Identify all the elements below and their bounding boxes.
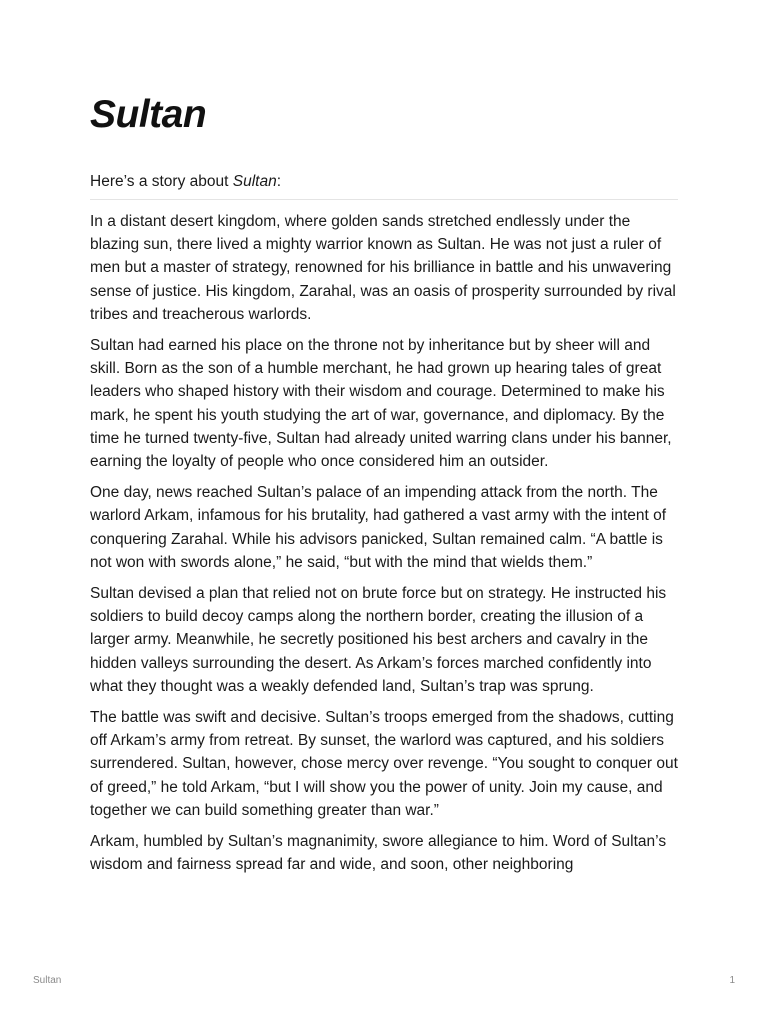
page-title: Sultan [90, 93, 207, 136]
page-number: 1 [729, 975, 735, 986]
paragraph: The battle was swift and decisive. Sultan’s troops emerged from the shadows, cutting off Arkam’s army from retreat. By sunset, the warlord was captured, and his soldiers surrendered. Sultan, however, chose mercy over revenge. “You sought to conquer out of greed,” he told Arkam, “but I will show you the power of unity. Join my cause, and together we can build something greater than war.” [90, 709, 678, 819]
story-body [90, 210, 678, 876]
intro-line [90, 170, 678, 200]
document-page [90, 92, 678, 884]
intro-prefix: Here’s a story about [90, 173, 233, 190]
paragraph: Sultan devised a plan that relied not on brute force but on strategy. He instructed his soldiers to build decoy camps along the northern border, creating the illusion of a larger army. Meanwhile, he secretly positioned his best archers and cavalry in the hidden valleys surrounding the desert. As Arkam’s forces marched confidently into what they thought was a weakly defended land, Sultan’s trap was sprung. [90, 585, 667, 695]
intro-emphasis: Sultan [232, 173, 277, 190]
paragraph: One day, news reached Sultan’s palace of an impending attack from the north. The warlord Arkam, infamous for his brutality, had gathered a vast army with the intent of conquering Zarahal. While his advisors panicked, Sultan remained calm. “A battle is not won with swords alone,” he said, “but with the mind that wields them.” [90, 484, 667, 571]
footer-title: Sultan [33, 975, 62, 986]
paragraph: In a distant desert kingdom, where golden sands stretched endlessly under the blazing sun, there lived a mighty warrior known as Sultan. He was not just a ruler of men but a master of strategy, renowned for his brilliance in battle and his unwavering sense of justice. His kingdom, Zarahal, was an oasis of prosperity surrounded by rival tribes and treacherous warlords. [90, 213, 676, 323]
paragraph: Sultan had earned his place on the throne not by inheritance but by sheer will and skill. Born as the son of a humble merchant, he had grown up hearing tales of great leaders who shaped history with their wisdom and courage. Determined to make his mark, he spent his youth studying the art of war, governance, and diplomacy. By the time he turned twenty-five, Sultan had already united warring clans under his banner, earning the loyalty of people who once considered him an outsider. [90, 337, 672, 471]
intro-suffix: : [276, 173, 281, 190]
paragraph: Arkam, humbled by Sultan’s magnanimity, swore allegiance to him. Word of Sultan’s wisdom and fairness spread far and wide, and soon, other neighboring [90, 833, 667, 874]
